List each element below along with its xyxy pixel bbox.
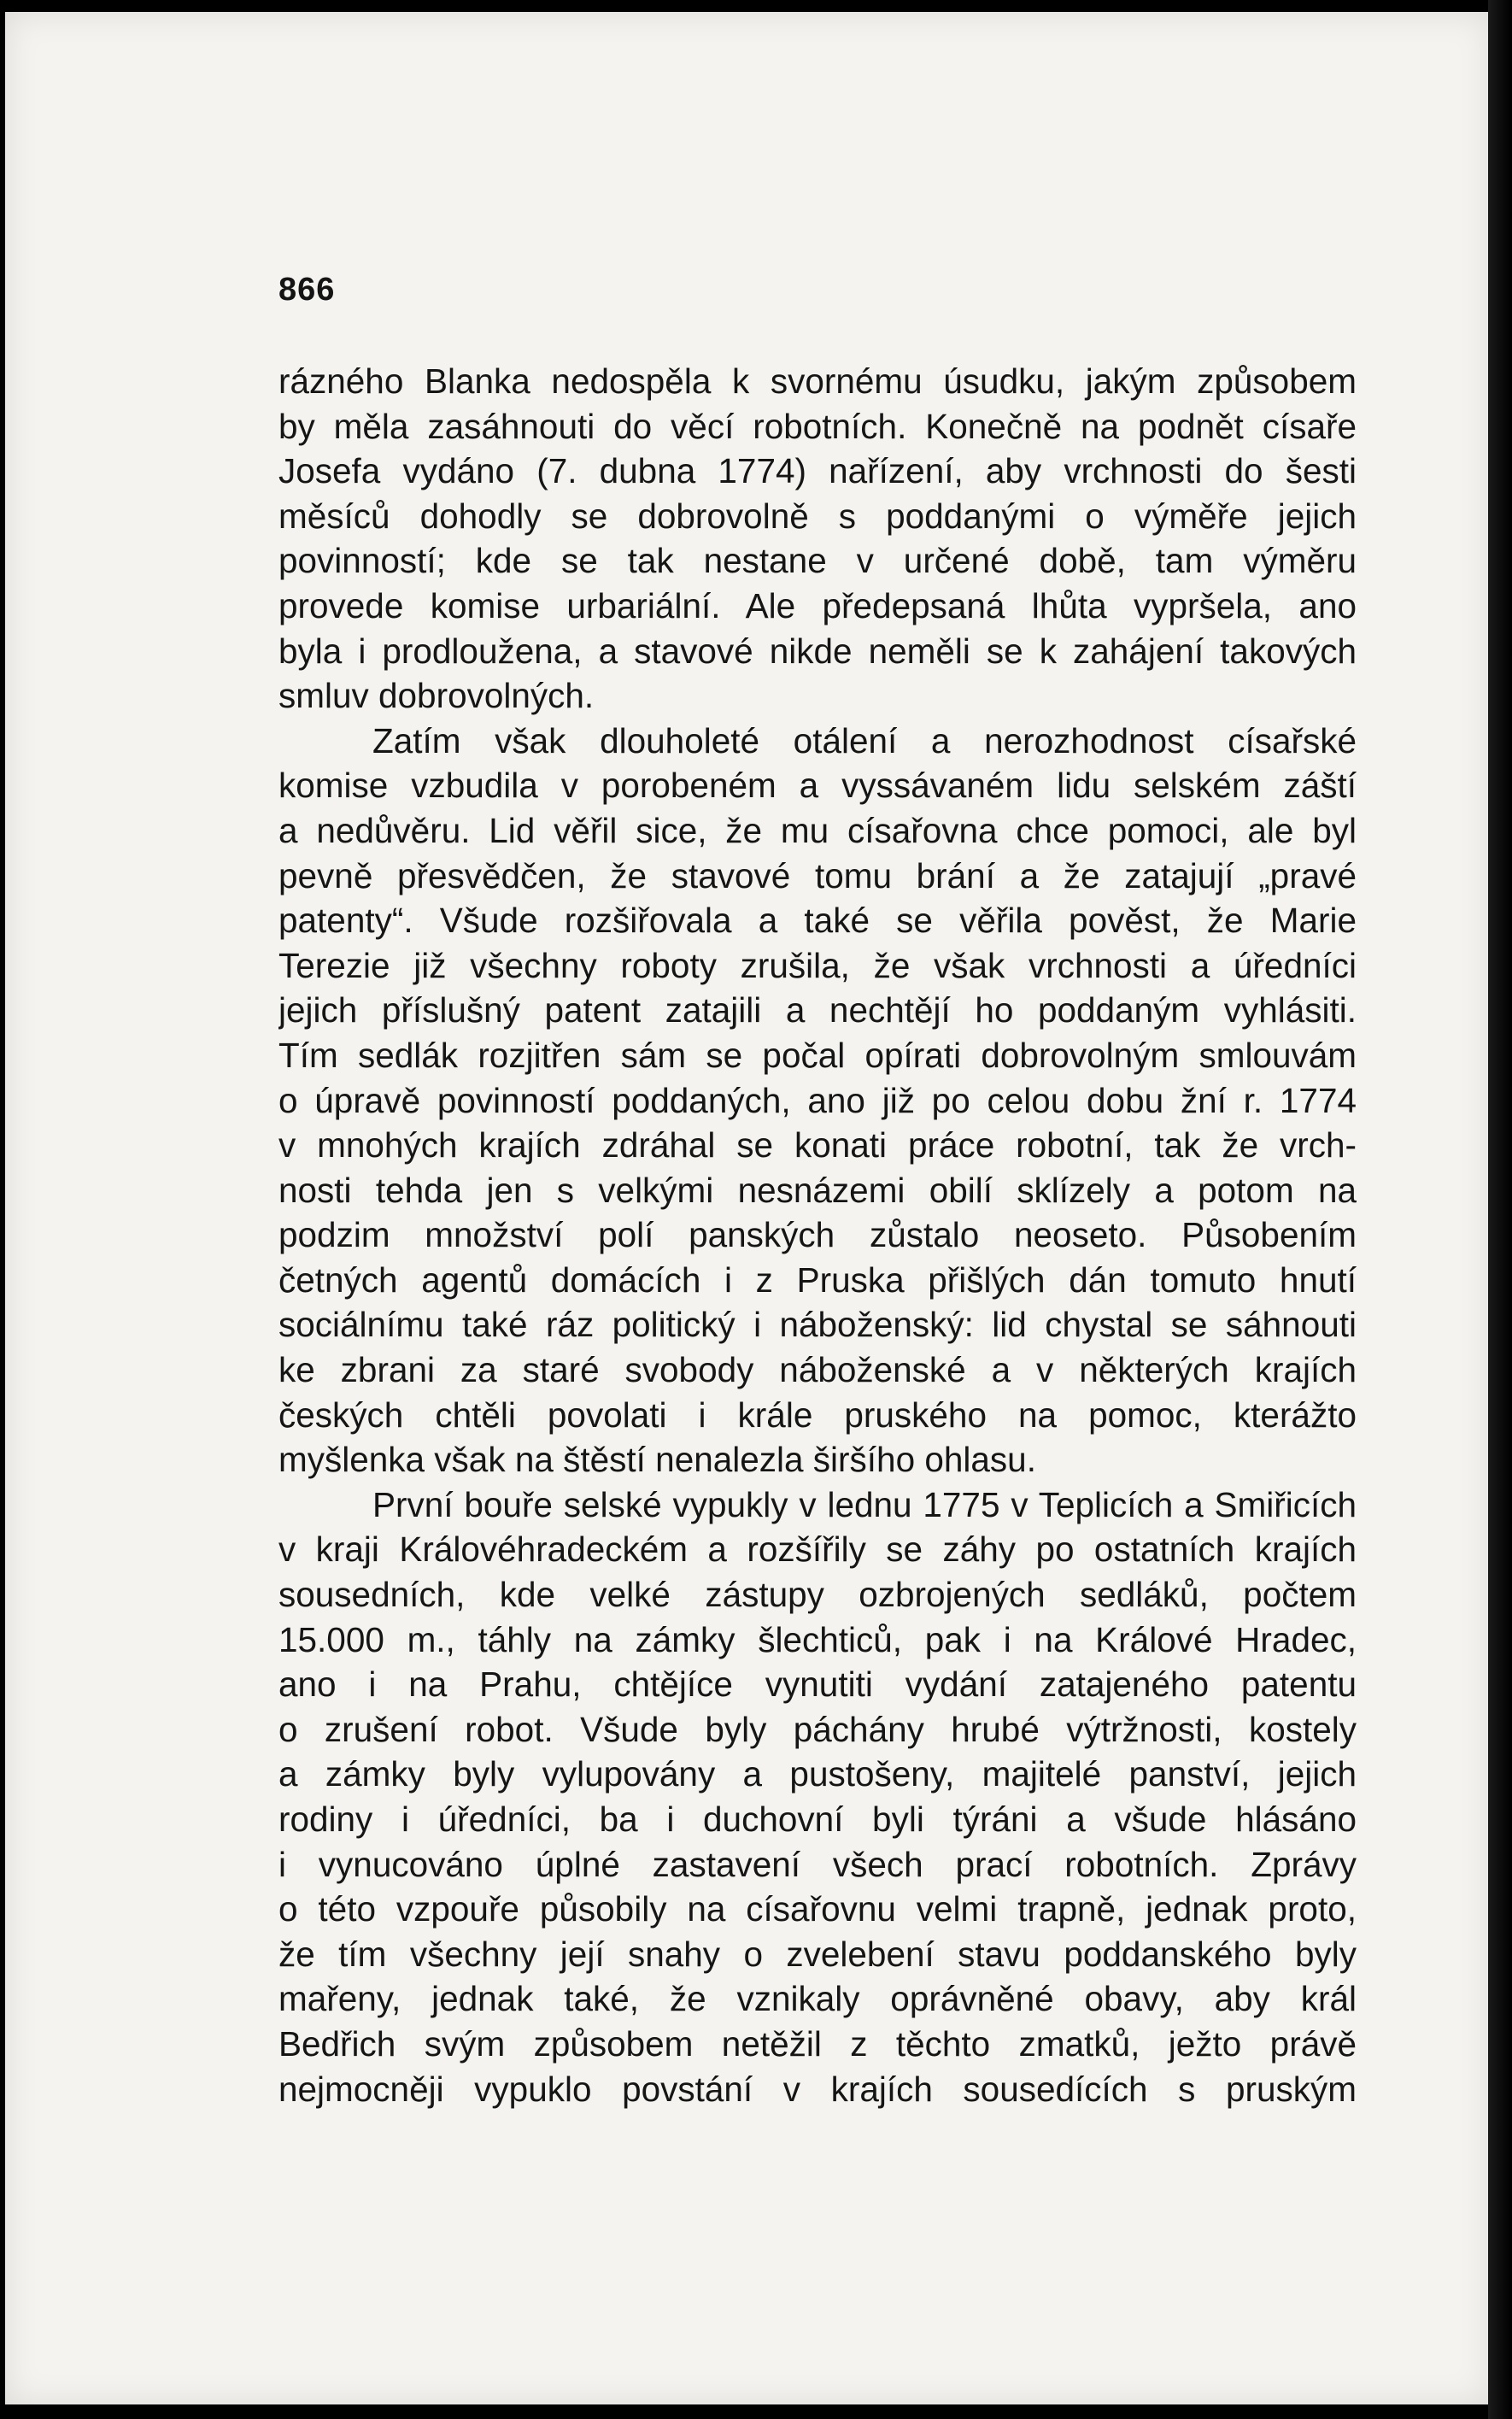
text-line: byla i prodloužena, a stavové nikde neměli se k zahájení takových (278, 631, 1357, 671)
text-line: nosti tehda jen s velkými nesnázemi obilí sklízely a potom na (278, 1170, 1357, 1210)
text-line: Tím sedlák rozjitřen sám se počal opírati dobrovolným smlouvám (278, 1035, 1357, 1075)
text-line: že tím všechny její snahy o zvelebení stavu poddanského byly (278, 1934, 1357, 1974)
text-line: četných agentů domácích i z Pruska přišlých dán tomuto hnutí (278, 1259, 1357, 1300)
text-line: podzim množství polí panských zůstalo neoseto. Působením (278, 1215, 1357, 1255)
text-line: ano i na Prahu, chtějíce vynutiti vydání zatajeného patentu (278, 1665, 1357, 1705)
text-line: patenty“. Všude rozšiřovala a také se věřila pověst, že Marie (278, 901, 1357, 941)
text-line: komise vzbudila v porobeném a vyssávaném lidu selském záští (278, 766, 1357, 806)
text-line: 15.000 m., táhly na zámky šlechticů, pak i na Králové Hradec, (278, 1619, 1357, 1659)
text-line: o úpravě povinností poddaných, ano již po celou dobu žní r. 1774 (278, 1080, 1357, 1120)
text-line: mařeny, jednak také, že vznikaly oprávněné obavy, aby král (278, 1979, 1357, 2019)
page-number: 866 (278, 272, 336, 308)
paragraph (278, 1483, 1357, 2111)
paragraph (278, 359, 1357, 719)
text-line: i vynucováno úplné zastavení všech prací robotních. Zprávy (278, 1844, 1357, 1884)
text-line: rázného Blanka nedospěla k svornému úsudku, jakým způsobem (278, 361, 1357, 401)
text-line: Bedřich svým způsobem netěžil z těchto zmatků, ježto právě (278, 2023, 1357, 2064)
text-line: rodiny i úředníci, ba i duchovní byli týráni a všude hlásáno (278, 1800, 1357, 1839)
text-line: o zrušení robot. Všude byly páchány hrubé výtržnosti, kostely (278, 1709, 1357, 1749)
text-line: by měla zasáhnouti do věcí robotních. Konečně na podnět císaře (278, 406, 1357, 446)
text-line: měsíců dohodly se dobrovolně s poddanými o výměře jejich (278, 496, 1357, 536)
text-line: a nedůvěru. Lid věřil sice, že mu císařovna chce pomoci, ale byl (278, 810, 1357, 850)
text-line: o této vzpouře působily na císařovnu velmi trapně, jednak proto, (278, 1889, 1357, 1929)
text-line: provede komise urbariální. Ale předepsaná lhůta vypršela, ano (278, 585, 1357, 625)
text-line: a zámky byly vylupovány a pustošeny, majitelé panství, jejich (278, 1754, 1357, 1794)
text-line: pevně přesvědčen, že stavové tomu brání a že zatajují „pravé (278, 855, 1357, 895)
text-line: povinností; kde se tak nestane v určené době, tam výměru (278, 541, 1357, 581)
page-edge-shadow (1488, 0, 1512, 2419)
text-line: Terezie již všechny roboty zrušila, že však vrchnosti a úředníci (278, 945, 1357, 985)
text-line: jejich příslušný patent zatajili a nechtějí ho poddaným vyhlásiti. (278, 990, 1357, 1030)
text-line: myšlenka však na štěstí nenalezla širšího ohlasu. (278, 1440, 1036, 1480)
text-line: v kraji Královéhradeckém a rozšířily se záhy po ostatních krajích (278, 1529, 1357, 1570)
text-line: nejmocněji vypuklo povstání v krajích sousedících s pruským (278, 2069, 1357, 2109)
text-line: První bouře selské vypukly v lednu 1775 v Teplicích a Smiřicích (372, 1484, 1357, 1524)
text-line: smluv dobrovolných. (278, 676, 595, 716)
text-line: českých chtěli povolati i krále pruského na pomoc, kterážto (278, 1394, 1357, 1435)
text-line: Zatím však dlouholeté otálení a nerozhodnost císařské (372, 720, 1357, 760)
text-line: sociálnímu také ráz politický i náboženský: lid chystal se sáhnouti (278, 1305, 1357, 1345)
text-line: v mnohých krajích zdráhal se konati práce robotní, tak že vrch- (278, 1125, 1357, 1165)
body-text (278, 359, 1357, 2111)
text-line: Josefa vydáno (7. dubna 1774) nařízení, aby vrchnosti do šesti (278, 451, 1357, 491)
paragraph (278, 719, 1357, 1483)
text-line: sousedních, kde velké zástupy ozbrojených sedláků, počtem (278, 1575, 1357, 1615)
text-line: ke zbrani za staré svobody náboženské a v některých krajích (278, 1350, 1357, 1390)
